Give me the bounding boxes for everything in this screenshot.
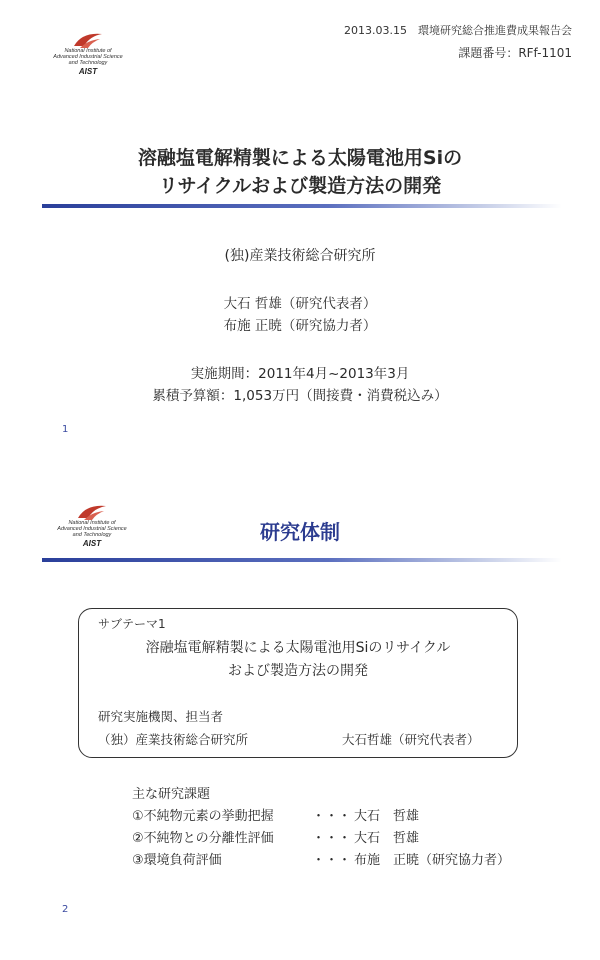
logo-org-line3: and Technology: [68, 60, 108, 66]
person-collaborator: 布施 正暁（研究協力者）: [223, 318, 377, 334]
logo-org-line3: and Technology: [72, 532, 112, 538]
logo-org-line1: National Institute of: [68, 520, 116, 526]
task-1-sep: ・・・: [312, 809, 352, 824]
task-2-name: ②不純物との分離性評価: [132, 831, 274, 846]
org-person: 大石哲雄（研究代表者）: [342, 732, 480, 747]
implementation-period: 実施期間：2011年4月~2013年3月: [190, 366, 410, 382]
task-3-sep: ・・・: [312, 853, 352, 868]
slide-2: [0, 480, 600, 960]
task-3-name: ③環境負荷評価: [132, 853, 222, 868]
org-name: （独）産業技術総合研究所: [98, 732, 249, 747]
task-1-name: ①不純物元素の挙動把握: [132, 809, 274, 824]
tasks-heading: 主な研究課題: [132, 787, 211, 802]
subtheme-title-line1: 溶融塩電解精製による太陽電池用Siのリサイクル: [145, 640, 451, 656]
slide2-title: 研究体制: [260, 520, 340, 544]
aist-swoosh-icon: [72, 30, 104, 50]
logo-org-line2: Advanced Industrial Science: [53, 54, 123, 60]
task-3-person: 布施 正暁（研究協力者）: [354, 853, 511, 868]
logo-abbr: AIST: [82, 539, 102, 548]
logo-abbr: AIST: [78, 67, 98, 76]
aist-logo: [38, 30, 138, 82]
subtheme-title-line2: および製造方法の開発: [228, 663, 368, 679]
page-number-1: 1: [62, 424, 69, 435]
slide1-title-line2: リサイクルおよび製造方法の開発: [158, 175, 442, 197]
task-2-person: 大石 哲雄: [354, 831, 420, 846]
logo-org-line2: Advanced Industrial Science: [57, 526, 127, 532]
title-underline: [42, 558, 562, 562]
task-1-person: 大石 哲雄: [354, 809, 420, 824]
cumulative-budget: 累積予算額：1,053万円（間接費・消費税込み）: [152, 388, 448, 404]
header-project-number: 課題番号：RFf-1101: [458, 46, 572, 60]
subtheme-label: サブテーマ1: [98, 617, 166, 631]
title-underline: [42, 204, 562, 208]
task-2-sep: ・・・: [312, 831, 352, 846]
header-date-event: 2013.03.15 環境研究総合推進費成果報告会: [344, 24, 572, 37]
person-representative: 大石 哲雄（研究代表者）: [223, 296, 377, 312]
institute-name: (独)産業技術総合研究所: [224, 248, 376, 264]
org-label: 研究実施機関、担当者: [98, 709, 224, 724]
slide1-title-line1: 溶融塩電解精製による太陽電池用Siの: [137, 147, 463, 169]
logo-org-line1: National Institute of: [64, 48, 112, 54]
page-number-2: 2: [62, 904, 69, 915]
